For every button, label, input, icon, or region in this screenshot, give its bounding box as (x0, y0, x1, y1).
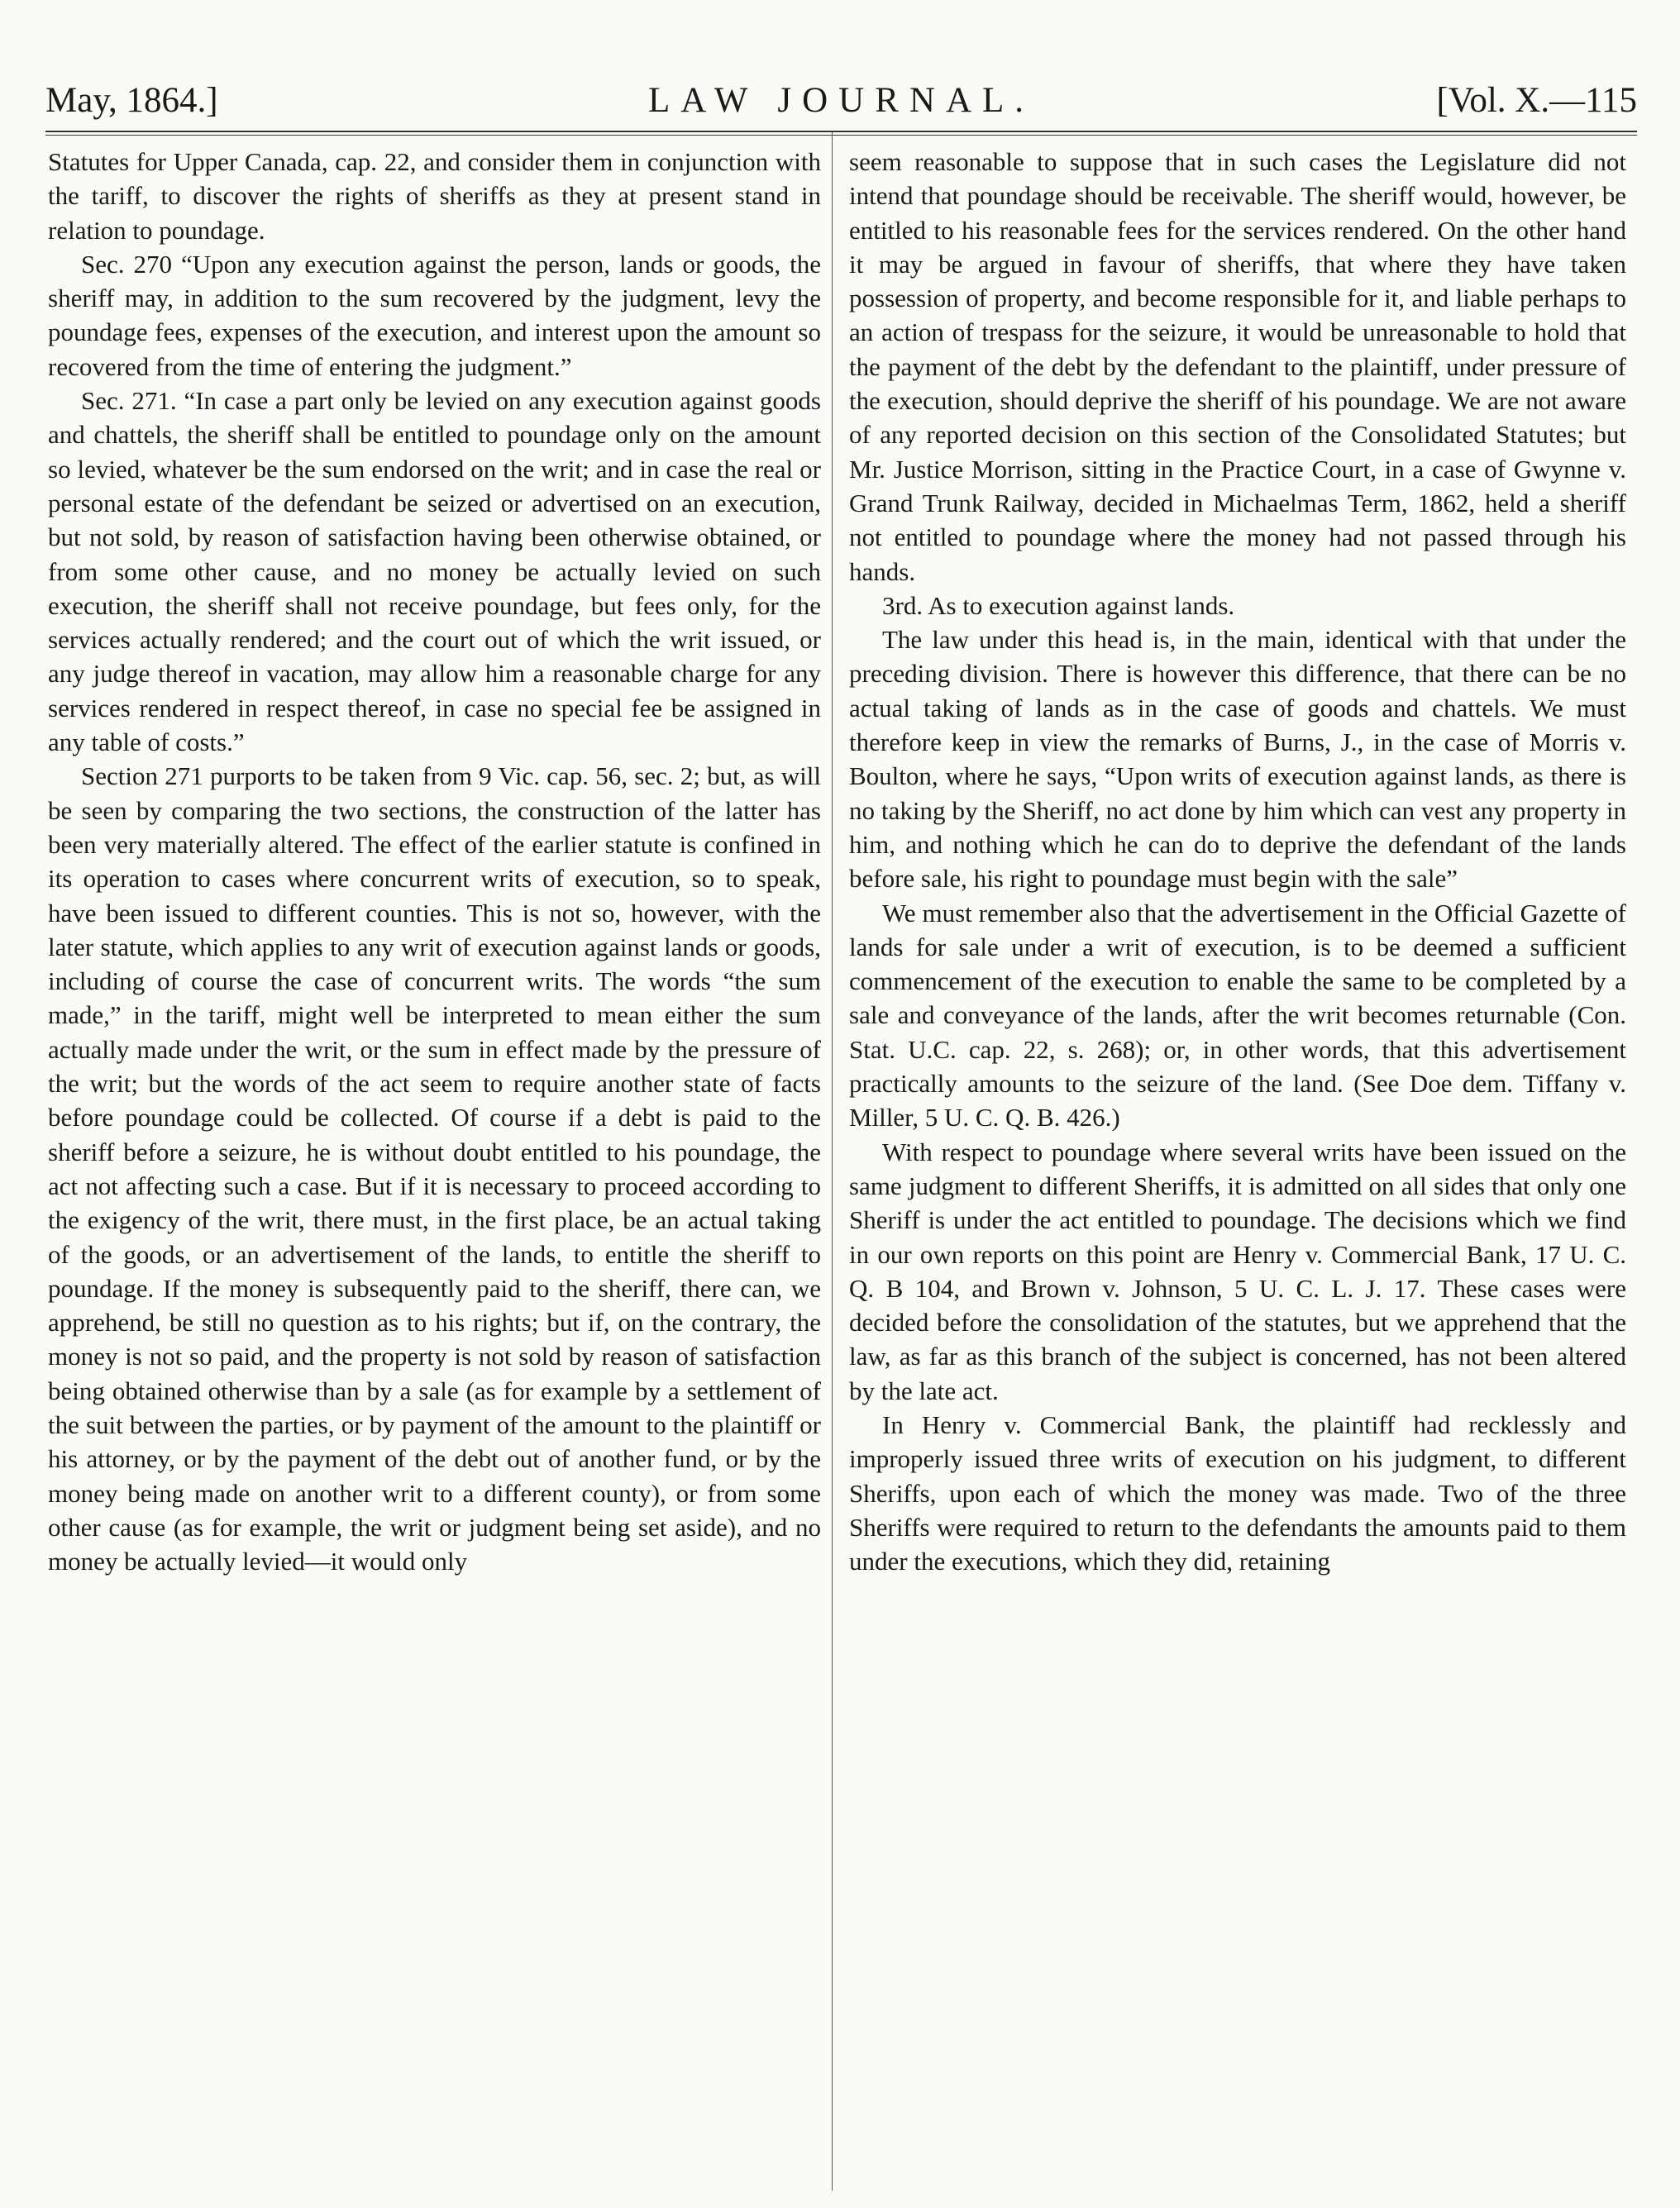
paragraph: Sec. 270 “Upon any execution against the person, lands or goods, the sheriff may, in addition to the sum recovered by the judgment, levy the poundage fees, expenses of the execution, and interest upon the amount so recovered from the time of entering the judgment.” (48, 249, 821, 381)
paragraph: Statutes for Upper Canada, cap. 22, and consider them in conjunction with the tariff, to discover the rights of sheriffs as they at present stand in relation to poundage. (48, 147, 821, 245)
paragraph: 3rd. As to execution against lands. (882, 590, 1235, 620)
header-rule (45, 131, 1637, 132)
paragraph: seem reasonable to suppose that in such cases the Legislature did not intend that poundage should be receivable. The sheriff would, however, be entitled to his reasonable fees for the services rendered. On the other hand it may be argued in favour of sheriffs, that where they have taken possession of property, and become responsible for it, and liable perhaps to an action of trespass for the seizure, it would be unreasonable to hold that the payment of the debt by the defendant to the plaintiff, under pressure of the execution, should deprive the sheriff of his poundage. We are not aware of any reported decision on this section of the Consolidated Statutes; but Mr. Justice Morrison, sitting in the Practice Court, in a case of Gwynne v. Grand Trunk Railway, decided in Michaelmas Term, 1862, held a sheriff not entitled to poundage where the money had not passed through his hands. (849, 147, 1626, 586)
header-rule-thin (45, 135, 1637, 136)
column-divider (832, 132, 833, 2191)
paragraph: Sec. 271. “In case a part only be levied on any execution against goods and chattels, the sheriff shall be entitled to poundage only on the amount so levied, whatever be the sum endorsed on the writ; and in case the real or personal estate of the defendant be seized or advertised on an execution, but not sold, by reason of satisfaction having been otherwise obtained, or from some other cause, and no money be actually levied on such execution, the sheriff shall not receive poundage, but fees only, for the services actually rendered; and the court out of which the writ issued, or any judge thereof in vacation, may allow him a reasonable charge for any services rendered in respect thereof, in case no special fee be assigned in any table of costs.” (48, 386, 821, 757)
left-column (48, 145, 821, 1578)
paragraph: We must remember also that the advertisement in the Official Gazette of lands for sale under a writ of execution, is to be deemed a sufficient commencement of the execution to enable the same to be completed by a sale and conveyance of the lands, after the writ becomes returnable (Con. Stat. U.C. cap. 22, s. 268); or, in other words, that this advertisement practically amounts to the seizure of the land. (See Doe dem. Tiffany v. Miller, 5 U. C. Q. B. 426.) (849, 898, 1626, 1133)
right-column (849, 145, 1626, 1578)
header-date: May, 1864.] (45, 81, 218, 120)
page-header (45, 76, 1637, 126)
header-title: LAW JOURNAL. (647, 81, 1035, 120)
paragraph: The law under this head is, in the main, identical with that under the preceding division. There is however this difference, that there can be no actual taking of lands as in the case of goods and chattels. We must therefore keep in view the remarks of Burns, J., in the case of Morris v. Boulton, where he says, “Upon writs of execution against lands, as there is no taking by the Sheriff, no act done by him which can vest any property in him, and nothing which he can do to deprive the defendant of the lands before sale, his right to poundage must begin with the sale” (849, 625, 1626, 894)
header-volume: [Vol. X.—115 (1436, 81, 1637, 120)
paragraph: With respect to poundage where several writs have been issued on the same judgment to different Sheriffs, it is admitted on all sides that only one Sheriff is under the act entitled to poundage. The decisions which we find in our own reports on this point are Henry v. Commercial Bank, 17 U. C. Q. B 104, and Brown v. Johnson, 5 U. C. L. J. 17. These cases were decided before the consolidation of the statutes, but we apprehend that the law, as far as this branch of the subject is concerned, has not been altered by the late act. (849, 1137, 1626, 1405)
paragraph: In Henry v. Commercial Bank, the plaintiff had recklessly and improperly issued three writs of execution on his judgment, to different Sheriffs, upon each of which the money was made. Two of the three Sheriffs were required to return to the defendants the amounts paid to them under the executions, which they did, retaining (849, 1409, 1626, 1576)
paragraph: Section 271 purports to be taken from 9 Vic. cap. 56, sec. 2; but, as will be seen by comparing the two sections, the construction of the latter has been very materially altered. The effect of the earlier statute is confined in its operation to cases where concurrent writs of execution, so to speak, have been issued to different counties. This is not so, however, with the later statute, which applies to any writ of execution against lands or goods, including of course the case of concurrent writs. The words “the sum made,” in the tariff, might well be interpreted to mean either the sum actually made under the writ, or the sum in effect made by the pressure of the writ; but the words of the act seem to require another state of facts before poundage could be collected. Of course if a debt is paid to the sheriff before a seizure, he is without doubt entitled to his poundage, the act not affecting such a case. But if it is necessary to proceed according to the exigency of the writ, there must, in the first place, be an actual taking of the goods, or an advertisement of the lands, to entitle the sheriff to poundage. If the money is subsequently paid to the sheriff, there can, we apprehend, be still no question as to his rights; but if, on the contrary, the money is not so paid, and the property is not sold by reason of satisfaction being obtained otherwise than by a sale (as for example by a settlement of the suit between the parties, or by payment of the amount to the plaintiff or his attorney, or by the payment of the debt out of another fund, or by the money being made on another writ to a different county), or from some other cause (as for example, the writ or judgment being set aside), and no money be actually levied—it would only (48, 761, 821, 1576)
